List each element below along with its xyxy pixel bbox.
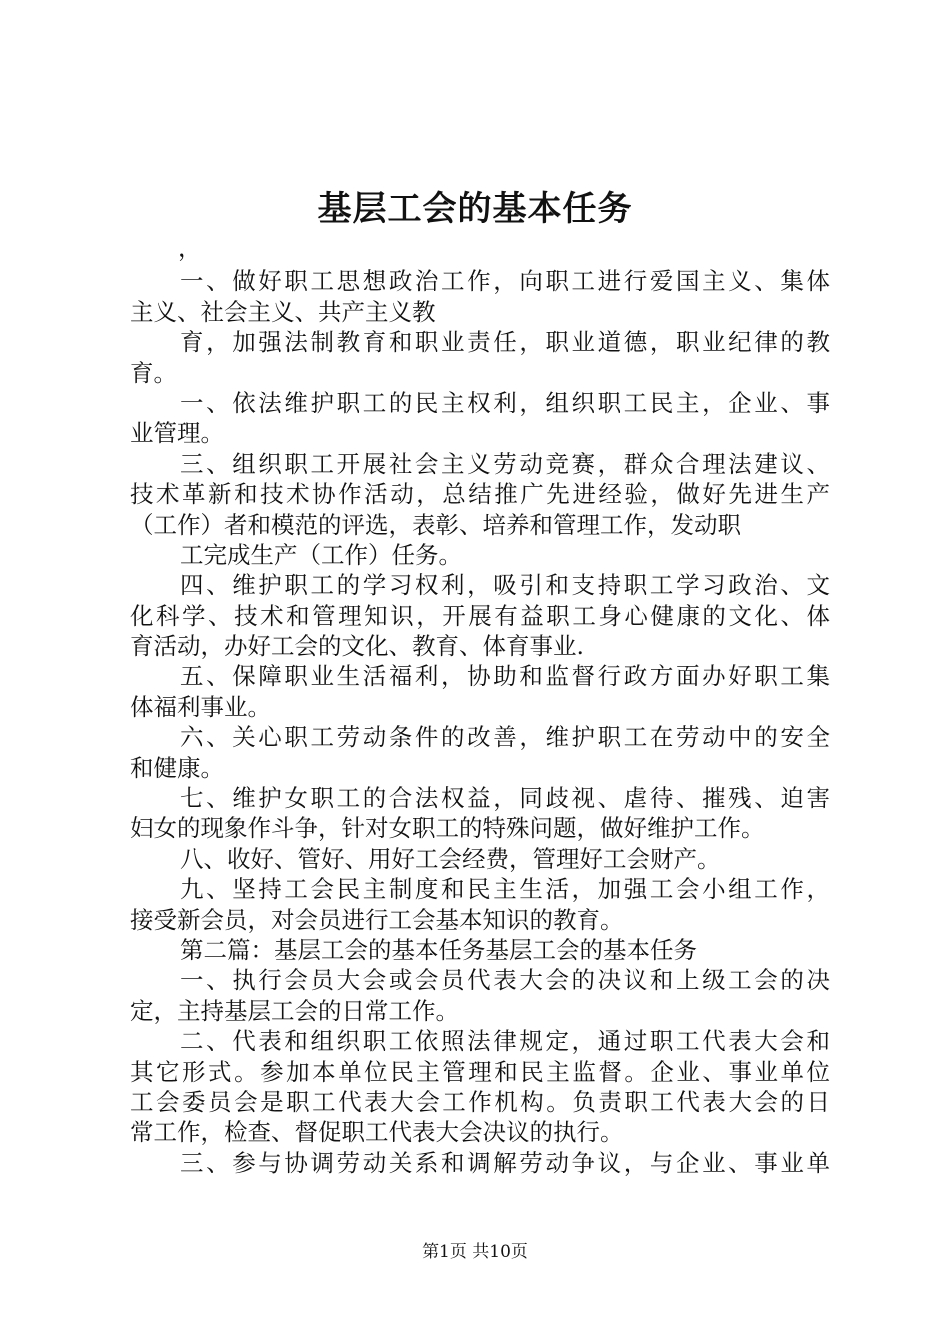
text-line: （工作）者和模范的评选，表彰、培养和管理工作，发动职: [130, 510, 741, 539]
text-line: 六、关心职工劳动条件的改善，维护职工在劳动中的安全: [180, 723, 830, 752]
text-line: 九、坚持工会民主制度和民主生活，加强工会小组工作，: [180, 875, 830, 904]
text-line: 工会委员会是职工代表大会工作机构。负责职工代表大会的日: [130, 1087, 830, 1116]
text-line: 八、收好、管好、用好工会经费，管理好工会财产。: [180, 844, 721, 873]
text-line: 一、依法维护职工的民主权利，组织职工民主，企业、事: [180, 388, 830, 417]
document-title: 基层工会的基本任务: [317, 189, 633, 229]
text-line: 第二篇：基层工会的基本任务基层工会的基本任务: [180, 935, 697, 964]
text-line: 三、组织职工开展社会主义劳动竞赛，群众合理法建议、: [180, 449, 830, 478]
text-line: ，: [178, 234, 202, 262]
document-body: [130, 236, 830, 1178]
text-line: 主义、社会主义、共产主义教: [130, 297, 436, 326]
text-line: 育，加强法制教育和职业责任，职业道德，职业纪律的教: [180, 328, 830, 357]
text-line: 技术革新和技术协作活动，总结推广先进经验，做好先进生产: [130, 480, 830, 509]
text-line: 二、代表和组织职工依照法律规定，通过职工代表大会和: [180, 1027, 830, 1056]
page-footer: 第1页 共10页: [422, 1242, 528, 1262]
text-line: 体福利事业。: [130, 692, 271, 721]
text-line: 妇女的现象作斗争，针对女职工的特殊问题，做好维护工作。: [130, 814, 765, 843]
text-line: 四、维护职工的学习权利，吸引和支持职工学习政治、文: [180, 571, 830, 600]
text-line: 育。: [130, 358, 177, 387]
text-line: 一、执行会员大会或会员代表大会的决议和上级工会的决: [180, 966, 830, 995]
text-line: 常工作，检查、督促职工代表大会决议的执行。: [130, 1118, 624, 1147]
text-line: 业管理。: [130, 419, 224, 448]
text-line: 三、参与协调劳动关系和调解劳动争议，与企业、事业单: [180, 1148, 830, 1177]
text-line: 化科学、技术和管理知识，开展有益职工身心健康的文化、体: [130, 601, 830, 630]
text-line: 工完成生产（工作）任务。: [180, 540, 462, 569]
text-line: 五、保障职业生活福利，协助和监督行政方面办好职工集: [180, 662, 830, 691]
text-line: 和健康。: [130, 753, 224, 782]
text-line: 其它形式。参加本单位民主管理和民主监督。企业、事业单位: [130, 1057, 830, 1086]
text-line: 七、维护女职工的合法权益，同歧视、虐待、摧残、迫害: [180, 784, 830, 813]
text-line: 定，主持基层工会的日常工作。: [130, 996, 459, 1025]
text-line: 育活动，办好工会的文化、教育、体育事业.: [130, 632, 584, 661]
text-line: 一、做好职工思想政治工作，向职工进行爱国主义、集体: [180, 267, 830, 296]
text-line: 接受新会员，对会员进行工会基本知识的教育。: [130, 905, 624, 934]
